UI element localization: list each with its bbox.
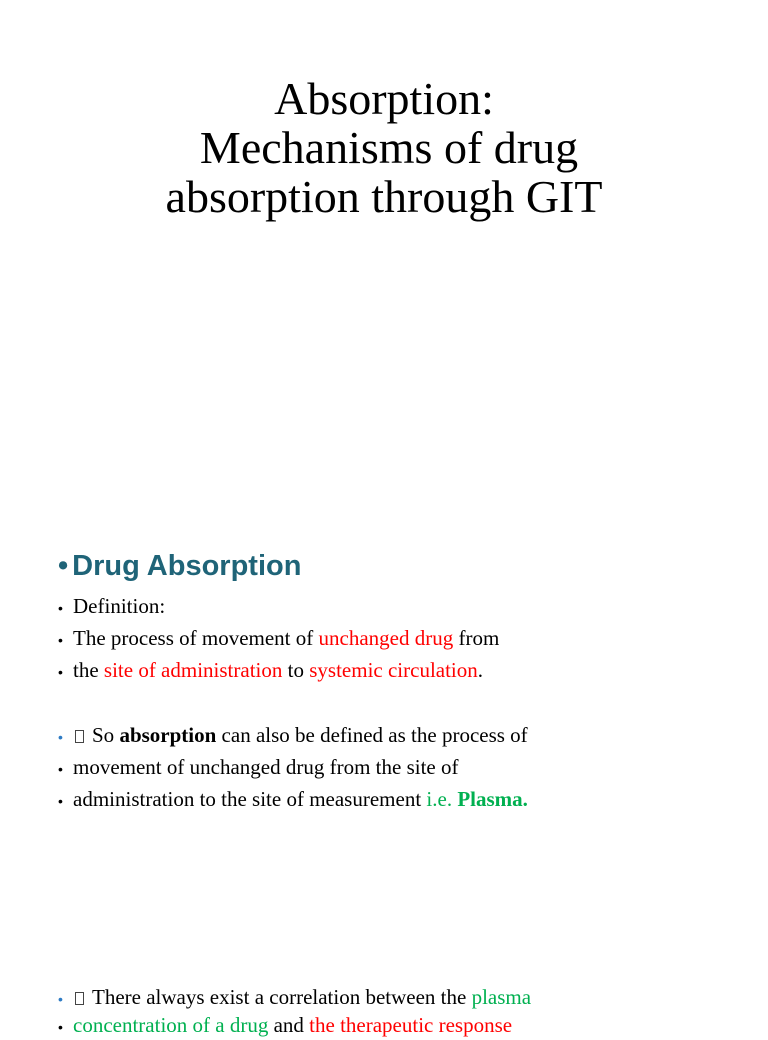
definition-label: Definition: xyxy=(73,594,166,618)
bold-absorption: absorption xyxy=(119,723,217,747)
slide-title xyxy=(0,74,768,221)
text-run: and xyxy=(268,1013,310,1037)
definition-line-1 xyxy=(58,593,165,621)
text-run: There always exist a correlation between the xyxy=(92,985,472,1009)
section-heading xyxy=(58,548,301,584)
highlight-unchanged-drug: unchanged drug xyxy=(318,626,454,650)
missing-glyph-icon xyxy=(75,992,84,1005)
missing-glyph-icon xyxy=(75,730,84,743)
correlation-line-1 xyxy=(58,984,531,1012)
definition-line-3 xyxy=(58,657,483,685)
highlight-plasma: plasma xyxy=(471,985,532,1009)
absorption-line-3 xyxy=(58,786,528,814)
absorption-line-2 xyxy=(58,754,458,782)
highlight-plasma: Plasma. xyxy=(457,787,528,811)
text-run: movement of unchanged drug from the site of xyxy=(73,755,459,779)
text-run: The process of movement of xyxy=(73,626,319,650)
heading-text: Drug Absorption xyxy=(72,550,302,582)
absorption-line-1 xyxy=(58,722,528,750)
text-run: the xyxy=(73,658,104,682)
highlight-concentration: concentration of a drug xyxy=(73,1013,269,1037)
highlight-ie: i.e. xyxy=(426,787,458,811)
text-run: administration to the site of measurement xyxy=(73,787,427,811)
highlight-site-of-administration: site of administration xyxy=(103,658,283,682)
bullet: • xyxy=(58,664,63,680)
text-run: . xyxy=(477,658,484,682)
text-run: to xyxy=(282,658,310,682)
bullet: • xyxy=(58,793,63,809)
bullet: • xyxy=(58,600,63,616)
title-line-1: Absorption: xyxy=(274,73,494,124)
heading-bullet: • xyxy=(58,550,69,582)
highlight-systemic-circulation: systemic circulation xyxy=(309,658,478,682)
correlation-line-2 xyxy=(58,1012,512,1040)
highlight-therapeutic-response: the therapeutic response xyxy=(309,1013,513,1037)
bullet: • xyxy=(58,761,63,777)
text-run: can also be defined as the process of xyxy=(216,723,528,747)
bullet: • xyxy=(58,1019,63,1035)
definition-line-2 xyxy=(58,625,499,653)
text-run: So xyxy=(92,723,120,747)
title-line-3: absorption through GIT xyxy=(165,171,603,222)
bullet: • xyxy=(58,632,63,648)
title-line-2: Mechanisms of drug xyxy=(199,122,579,173)
bullet: • xyxy=(58,729,63,745)
text-run: from xyxy=(453,626,500,650)
bullet: • xyxy=(58,991,63,1007)
